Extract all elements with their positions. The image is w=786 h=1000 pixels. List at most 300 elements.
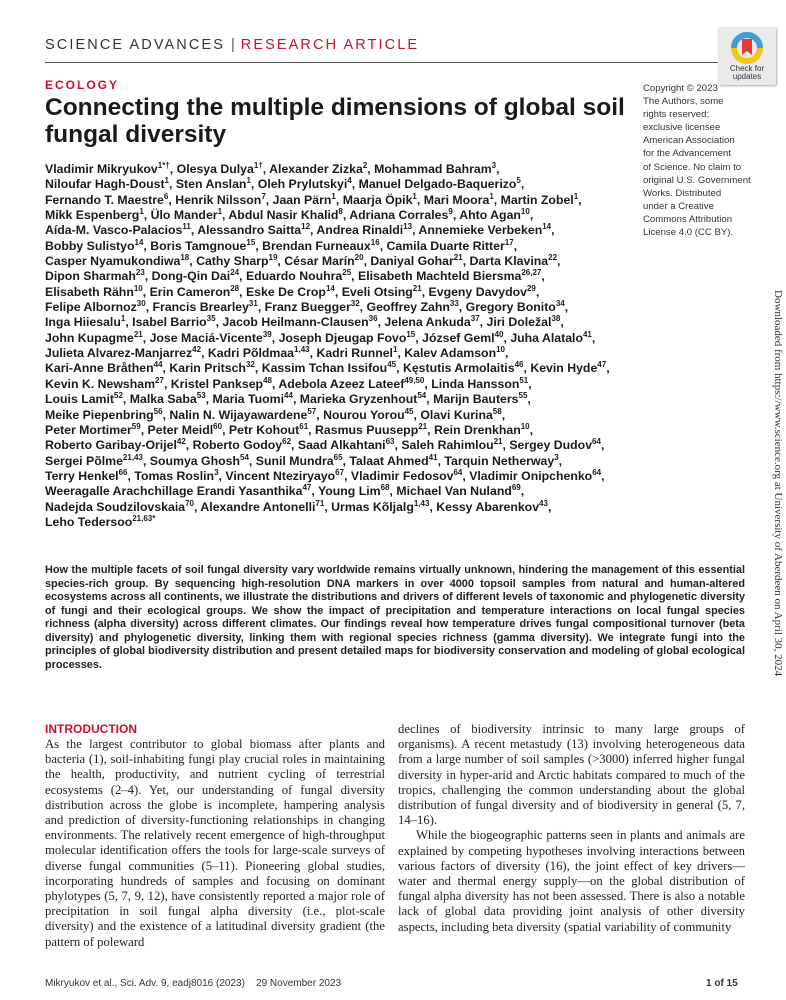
author-affiliation: 31 [248, 299, 258, 308]
author-name: Olesya Dulya [176, 162, 254, 176]
author-name: Dipon Sharmah [45, 269, 136, 284]
author-name: Felipe Albornoz [45, 300, 137, 315]
author[interactable] [501, 193, 579, 207]
author-line: Mikk Espenberg$^1$, Ülo Mander$^1$, Abdul Nasir Khalid$^8$, Adriana Corrales$^9$, Ahto Agan$^{10}$, [45, 206, 534, 223]
author[interactable] [175, 193, 266, 207]
author[interactable] [349, 208, 453, 222]
author-name: Karin Pritsch [169, 361, 246, 376]
author[interactable] [45, 361, 163, 375]
author[interactable] [298, 438, 395, 452]
author[interactable] [351, 469, 462, 483]
author-affiliation: 1 [217, 206, 223, 216]
author-affiliation: 58 [492, 406, 502, 416]
author[interactable] [45, 454, 143, 468]
author-name: Vincent Nteziryayo [225, 468, 336, 483]
author-affiliation: 66 [118, 467, 128, 477]
author-name: Sergey Dudov [509, 438, 593, 453]
author-name: Saad Alkahtani [297, 438, 386, 453]
author[interactable] [45, 239, 143, 253]
author[interactable] [177, 162, 263, 176]
author-name: Young Lim [317, 484, 381, 499]
author[interactable] [45, 269, 145, 283]
author-affiliation: 21 [493, 437, 503, 447]
author-name: Roberto Godoy [192, 438, 283, 453]
author[interactable] [315, 423, 427, 437]
author-affiliation: 21,63* [132, 513, 156, 523]
author-name: Kristel Panksep [170, 376, 264, 391]
author[interactable] [45, 208, 144, 222]
author-name: Adriana Corrales [349, 208, 449, 223]
author[interactable] [45, 408, 163, 422]
author-name: Geoffrey Zahn [366, 300, 450, 315]
author-name: Peter Meidl [147, 422, 214, 437]
author-name: Andrea Rinaldi [316, 223, 404, 238]
author-affiliation: 28 [230, 283, 240, 293]
author[interactable] [419, 223, 552, 237]
author[interactable] [431, 377, 528, 391]
author-name: Jiri Doležal [486, 315, 552, 330]
author-affiliation: 23 [135, 268, 145, 278]
author[interactable] [359, 177, 521, 191]
author-affiliation: 14 [134, 237, 144, 247]
author-name: Evgeny Davydov [428, 284, 527, 299]
author-name: Kalev Adamson [404, 346, 497, 361]
author[interactable] [470, 254, 558, 268]
author[interactable] [278, 377, 424, 391]
author[interactable] [343, 193, 417, 207]
author[interactable] [176, 177, 251, 191]
author-affiliation: 60 [213, 421, 223, 431]
author[interactable] [420, 408, 501, 422]
author[interactable] [323, 408, 413, 422]
author[interactable] [530, 361, 606, 375]
author[interactable] [342, 285, 422, 299]
author-name: Niloufar Hagh-Doust [45, 177, 165, 192]
author[interactable] [269, 162, 367, 176]
author[interactable] [228, 208, 342, 222]
author[interactable] [45, 177, 169, 191]
author[interactable] [262, 239, 380, 253]
paragraph: As the largest contributor to global biomass after plants and bacteria (1), soil-inhabiting fungi play crucial roles in maintaining the health, productivity, and nutrient cycling of terrestrial ecosystems (2–4). Yet, our understanding of fungal diversity distribution across the globe is incomplete, hampering analysis and prediction of diversity-functioning relationships in changing environments. The relatively recent emergence of high-throughput molecular identification offers the tools for large-scale surveys of diverse fungal communities (5–11). Pioneering global studies, incorporating hundreds of samples and focusing on dominant phylotypes (5, 7, 9, 12), have consistently reported a major role of precipitation in soil fungal alpha diversity (i.e., plot-scale diversity) and the existence of a latitudinal diversity gradient (the pattern of poleward [45, 737, 385, 949]
author[interactable] [401, 438, 502, 452]
author-affiliation: 14 [542, 222, 552, 232]
author-name: Vladimir Mikryukov [45, 162, 158, 176]
bookmark-ring-icon [730, 31, 764, 65]
author-affiliation: 26,27 [521, 268, 542, 278]
author-affiliation: 55 [518, 391, 528, 401]
author[interactable] [349, 454, 437, 468]
author-affiliation: 4 [347, 176, 352, 186]
author-affiliation: 47 [597, 360, 607, 370]
author[interactable] [422, 331, 503, 345]
copyright-line: Copyright © 2023 [643, 83, 718, 94]
author-affiliation: 41 [428, 452, 438, 462]
body-column-right [398, 722, 745, 935]
author-name: Kadri Põldmaa [207, 346, 295, 361]
author-name: Annemieke Verbeken [418, 223, 543, 238]
header-rule [45, 62, 725, 63]
paragraph: While the biogeographic patterns seen in plants and animals are explained by competing hypotheses involving interactions between various factors of diversity (16), the joint effect of key drivers—water and thermal energy supply—on the global distribution of fungal alpha diversity has not been assessed. There is also a notable lack of global data providing joint analysis of other diversity aspects, including beta diversity (spatial variability of community [398, 828, 745, 934]
author[interactable] [45, 315, 125, 329]
author[interactable] [433, 392, 527, 406]
author-affiliation: 22 [548, 252, 558, 262]
author-name: Soumya Ghosh [149, 453, 240, 468]
author-affiliation: 1 [164, 176, 169, 186]
author-affiliation: 2 [362, 160, 368, 170]
author[interactable] [444, 454, 558, 468]
badge-line-1: Check for [729, 64, 765, 73]
author-affiliation: 1 [139, 206, 144, 216]
author-affiliation: 70 [185, 498, 194, 508]
author[interactable] [258, 177, 352, 191]
author-name: Maarja Öpik [342, 192, 413, 207]
author-line: Louis Lamit$^{52}$, Malka Saba$^{53}$, Maria Tuomi$^{44}$, Marieka Gryzenhout$^{54}$, Marijn Bauters$^{55}$, [45, 391, 531, 407]
author-name: Darta Klavina [469, 254, 549, 269]
author-affiliation: 27 [155, 375, 164, 385]
author-name: Olavi Kurina [420, 407, 493, 422]
author-affiliation: 14 [325, 283, 335, 293]
author-affiliation: 61 [299, 421, 309, 431]
author-name: Mohammad Bahram [374, 162, 492, 176]
author-name: Mikk Espenberg [45, 208, 140, 223]
author-name: Jelena Ankuda [384, 315, 471, 330]
author-name: Erin Cameron [149, 284, 231, 299]
author-name: Peter Mortimer [45, 422, 132, 437]
author[interactable] [256, 454, 343, 468]
author-name: József Geml [422, 330, 495, 345]
author-affiliation: 35 [206, 314, 216, 324]
author[interactable] [150, 239, 255, 253]
author-name: Jaan Pärn [272, 192, 332, 207]
author[interactable] [429, 285, 536, 299]
author-affiliation: 10 [133, 283, 143, 293]
author[interactable] [130, 392, 206, 406]
copyright-line: under a Creative [643, 200, 714, 212]
author[interactable] [273, 193, 336, 207]
article-type: RESEARCH ARTICLE [240, 37, 420, 53]
author-affiliation: 1 [331, 191, 336, 201]
author-name: Abdul Nasir Khalid [228, 208, 339, 223]
author-affiliation: 3 [554, 452, 559, 462]
author-affiliation: 1 [246, 176, 251, 186]
author[interactable] [316, 223, 412, 237]
author-name: Oleh Prylutskyi [257, 177, 348, 192]
introduction-heading: INTRODUCTION [45, 722, 137, 736]
author-name: Brendan Furneaux [262, 238, 371, 253]
author[interactable] [45, 223, 191, 237]
author-name: Kęstutis Armolaitis [402, 361, 515, 376]
copyright-line: exclusive licensee [643, 122, 721, 134]
author[interactable] [367, 300, 459, 314]
author-name: Saleh Rahimlou [401, 438, 494, 453]
author-affiliation: 49,50 [404, 375, 425, 385]
author[interactable] [374, 162, 496, 176]
author[interactable] [150, 285, 240, 299]
author[interactable] [45, 423, 141, 437]
author[interactable] [487, 315, 561, 329]
author-affiliation: 39 [262, 329, 272, 339]
author-line: Dipon Sharmah$^{23}$, Dong-Qin Dai$^{24}$, Eduardo Nouhra$^{25}$, Elisabeth Machteld Biersma$^{26,27}$, [45, 268, 545, 284]
author[interactable] [300, 392, 426, 406]
author-affiliation: 9 [448, 206, 453, 216]
author[interactable] [225, 469, 344, 483]
article-title: Connecting the multiple dimensions of global soil fungal diversity [45, 94, 625, 148]
author-line: Julieta Alvarez-Manjarrez$^{42}$, Kadri Põldmaa$^{1,43}$, Kadri Runnel$^1$, Kalev Adamson$^{10}$, [45, 345, 509, 361]
author-name: Eske De Crop [245, 284, 326, 299]
author-name: Leho Tedersoo [45, 514, 133, 529]
author-affiliation: 5 [516, 176, 521, 186]
author-affiliation: 52 [114, 391, 123, 401]
author-affiliation: 10 [520, 206, 530, 216]
author[interactable] [222, 315, 377, 329]
author-name: Marijn Bauters [433, 392, 519, 407]
author[interactable] [150, 454, 249, 468]
copyright-line: rights reserved; [643, 109, 710, 121]
author[interactable] [45, 285, 143, 299]
author-name: Julieta Alvarez-Manjarrez [45, 346, 193, 361]
author[interactable] [45, 162, 170, 176]
author[interactable] [169, 408, 316, 422]
author-name: Michael Van Nuland [396, 484, 512, 499]
author[interactable] [509, 438, 601, 452]
author[interactable] [45, 331, 143, 345]
author-name: Franz Buegger [264, 300, 351, 315]
author-line: Fernando T. Maestre$^6$, Henrik Nilsson$^7$, Jaan Pärn$^1$, Maarja Öpik$^1$, Mari Moora$^1$, Martin Zobel$^1$, [45, 191, 582, 207]
author-name: Boris Tamgnoue [150, 238, 247, 253]
author-name: Maria Tuomi [212, 392, 285, 407]
author[interactable] [171, 377, 272, 391]
copyright-line: The Authors, some [643, 96, 724, 108]
author[interactable] [45, 193, 168, 207]
author[interactable] [150, 331, 272, 345]
author-name: Mari Moora [423, 192, 490, 207]
author-affiliation: 54 [240, 452, 249, 462]
author[interactable] [284, 254, 363, 268]
copyright-line: of Science. No claim to [643, 161, 742, 173]
author-affiliation: 51 [519, 375, 529, 385]
author-name: Manuel Delgado-Baquerizo [358, 177, 517, 192]
author[interactable] [45, 392, 123, 406]
author[interactable] [469, 469, 601, 483]
author[interactable] [193, 438, 291, 452]
copyright-line: for the Advancement [643, 148, 731, 160]
author[interactable] [200, 500, 324, 514]
author-name: Nalin N. Wijayawardene [169, 407, 308, 422]
author-name: Urmas Kõljalg [331, 499, 414, 514]
author-name: Kassim Tchan Issifou [261, 361, 388, 376]
author-name: Camila Duarte Ritter [386, 238, 505, 253]
author-name: Eduardo Nouhra [245, 269, 343, 284]
author[interactable] [134, 469, 218, 483]
author-affiliation: 43 [539, 498, 548, 508]
author-name: Alessandro Saitta [197, 223, 302, 238]
journal-name: SCIENCE ADVANCES [45, 37, 225, 53]
author-name: Marieka Gryzenhout [299, 392, 418, 407]
author-affiliation: 21 [418, 421, 428, 431]
author[interactable] [246, 285, 335, 299]
author-name: Linda Hansson [431, 376, 520, 391]
check-for-updates-badge[interactable] [718, 27, 776, 85]
author-affiliation: 21 [412, 283, 422, 293]
author[interactable] [45, 515, 155, 529]
author-name: Alexander Zizka [269, 162, 363, 176]
author-affiliation: 53 [196, 391, 206, 401]
author-name: Terry Henkel [45, 468, 119, 483]
author[interactable] [152, 269, 239, 283]
author-affiliation: 54 [417, 391, 427, 401]
author-line: Casper Nyamukondiwa$^{18}$, Cathy Sharp$^{19}$, César Marín$^{20}$, Daniyal Gohar$^{21}$, Darta Klavina$^{22}$, [45, 252, 561, 269]
author[interactable] [403, 361, 524, 375]
author-name: Adebola Azeez Lateef [278, 376, 405, 391]
author-affiliation: 7 [261, 191, 266, 201]
copyright-line: Commons Attribution [643, 213, 733, 225]
author[interactable] [331, 500, 429, 514]
author-name: Isabel Barrio [132, 315, 207, 330]
author[interactable] [45, 300, 146, 314]
author[interactable] [466, 300, 565, 314]
author[interactable] [387, 239, 514, 253]
author-affiliation: 6 [163, 191, 169, 201]
author[interactable] [132, 315, 215, 329]
abstract: How the multiple facets of soil fungal diversity vary worldwide remains virtually unknown, hindering the management of this essential species-rich group. By sequencing high-resolution DNA markers in over 4000 topsoil samples from natural and human-altered ecosystems across all continents, we illustrate the distributions and drivers of different levels of taxonomic and phylogenetic diversity of fungi and their ecological groups. We show the impact of precipitation and temperature interactions on local fungal species richness (alpha diversity) across different climates. Our findings reveal how temperature drives fungal compositional turnover (beta diversity) and phylogenetic diversity, linking them with regional species richness (gamma diversity). We integrate fungi into the principles of global biodiversity distribution and present detailed maps for biodiversity conservation and modeling of global ecological processes. [45, 564, 745, 671]
author[interactable] [358, 269, 541, 283]
author[interactable] [316, 346, 397, 360]
author-line: Sergei Põlme$^{21,43}$, Soumya Ghosh$^{54}$, Sunil Mundra$^{65}$, Talaat Ahmed$^{41}$, Tarquin Netherway$^3$, [45, 452, 563, 468]
author-name: Martin Zobel [500, 192, 574, 207]
author[interactable] [318, 484, 390, 498]
section-label: ECOLOGY [45, 78, 120, 92]
author[interactable] [459, 208, 530, 222]
author[interactable] [396, 484, 520, 498]
author-affiliation: 64 [592, 437, 601, 447]
header-separator: | [230, 37, 235, 53]
author-affiliation: 64 [453, 467, 463, 477]
author[interactable] [45, 254, 189, 268]
author[interactable] [45, 438, 186, 452]
author-name: Petr Kohout [228, 422, 300, 437]
author-name: Nourou Yorou [323, 407, 405, 422]
author[interactable] [45, 484, 311, 498]
copyright-line: Works. Distributed [643, 187, 722, 199]
author-affiliation: 18 [180, 252, 190, 262]
author[interactable] [370, 254, 462, 268]
author-line: Niloufar Hagh-Doust$^1$, Sten Anslan$^1$, Oleh Prylutskyi$^4$, Manuel Delgado-Baquerizo$^5$, [45, 176, 525, 192]
author[interactable] [384, 315, 479, 329]
author[interactable] [148, 423, 223, 437]
author-line: John Kupagme$^{21}$, Jose Maciá-Vicente$^{39}$, Joseph Djeugap Fovo$^{15}$, József Geml$^{40}$, Juha Alatalo$^{41}$, [45, 329, 596, 345]
author-line: Terry Henkel$^{66}$, Tomas Roslin$^3$, Vincent Nteziryayo$^{67}$, Vladimir Fedosov$^{64}$, Vladimir Onipchenko$^{64}$, [45, 467, 605, 483]
author-affiliation: 45 [404, 406, 414, 416]
author-affiliation: 17 [504, 237, 514, 247]
author-affiliation: 13 [403, 222, 413, 232]
author-name: Tomas Roslin [134, 468, 215, 483]
author-affiliation: 67 [335, 467, 345, 477]
author[interactable] [45, 346, 201, 360]
author-name: Sunil Mundra [255, 453, 334, 468]
author-affiliation: 3 [214, 467, 219, 477]
author[interactable] [265, 300, 360, 314]
author-line [45, 515, 645, 530]
author-affiliation: 37 [470, 314, 480, 324]
author-name: Casper Nyamukondiwa [45, 254, 181, 269]
author[interactable] [45, 377, 164, 391]
author-affiliation: 38 [551, 314, 561, 324]
author-affiliation: 62 [282, 437, 292, 447]
author-name: Ahto Agan [459, 208, 521, 223]
author-affiliation: 1,43 [413, 498, 430, 508]
author-line: Vladimir Mikryukov$^{1*\dagger}$, Olesya Dulya$^{1\dagger}$, Alexander Zizka$^2$, Mohammad Bahram$^3$, [45, 160, 500, 176]
author[interactable] [424, 193, 494, 207]
author[interactable] [151, 208, 222, 222]
author-affiliation: 16 [370, 237, 380, 247]
author[interactable] [153, 300, 258, 314]
author-name: Vladimir Fedosov [350, 468, 454, 483]
author-affiliation: 1 [120, 314, 126, 324]
author[interactable] [196, 254, 277, 268]
author[interactable] [436, 500, 548, 514]
author-affiliation: 21,43 [122, 452, 143, 462]
author[interactable] [262, 361, 396, 375]
author-affiliation: 1,43 [294, 345, 310, 355]
page-number: 1 of 15 [706, 978, 738, 989]
author[interactable] [246, 269, 351, 283]
author-affiliation: 48 [263, 375, 272, 385]
author-name: Kadri Runnel [316, 346, 393, 361]
author[interactable] [208, 346, 310, 360]
author-name: Ülo Mander [150, 208, 218, 223]
author-affiliation: 59 [131, 421, 141, 431]
author[interactable] [434, 423, 530, 437]
author-name: Aída-M. Vasco-Palacios [45, 223, 183, 238]
author-name: Inga Hiiesalu [45, 315, 121, 330]
author[interactable] [510, 331, 592, 345]
author[interactable] [229, 423, 308, 437]
author-affiliation: 10 [520, 421, 530, 431]
author-affiliation: 56 [153, 406, 163, 416]
author-line: Weeragalle Arachchillage Erandi Yasanthika$^{47}$, Young Lim$^{68}$, Michael Van Nuland$^{69}$, [45, 483, 525, 499]
author-affiliation: 63 [385, 437, 395, 447]
author-name: Sten Anslan [175, 177, 247, 192]
author-affiliation: 10 [496, 345, 505, 355]
author[interactable] [279, 331, 416, 345]
author[interactable] [169, 361, 254, 375]
author-affiliation: 19 [268, 252, 278, 262]
author-affiliation: 57 [307, 406, 317, 416]
author-affiliation: 34 [555, 299, 565, 308]
author-name: Nadejda Soudzilovskaia [45, 499, 186, 514]
author[interactable] [45, 500, 194, 514]
author[interactable] [213, 392, 293, 406]
author-affiliation: 1† [253, 160, 263, 170]
author-name: Kevin Hyde [530, 361, 598, 376]
author-name: Bobby Sulistyo [45, 238, 135, 253]
author-name: Gregory Bonito [465, 300, 556, 315]
author[interactable] [197, 223, 310, 237]
author-affiliation: 42 [192, 345, 202, 355]
author-name: Talaat Ahmed [349, 453, 429, 468]
author-name: Kari-Anne Bråthen [45, 361, 154, 376]
author-affiliation: 20 [354, 252, 364, 262]
author-name: John Kupagme [45, 330, 134, 345]
author[interactable] [45, 469, 128, 483]
author-affiliation: 64 [592, 467, 602, 477]
copyright-notice [643, 82, 753, 239]
author-affiliation: 15 [246, 237, 256, 247]
author-name: Rasmus Puusepp [315, 422, 419, 437]
author-name: Kevin K. Newsham [45, 376, 156, 391]
author[interactable] [404, 346, 505, 360]
author-name: Vladimir Onipchenko [469, 468, 593, 483]
